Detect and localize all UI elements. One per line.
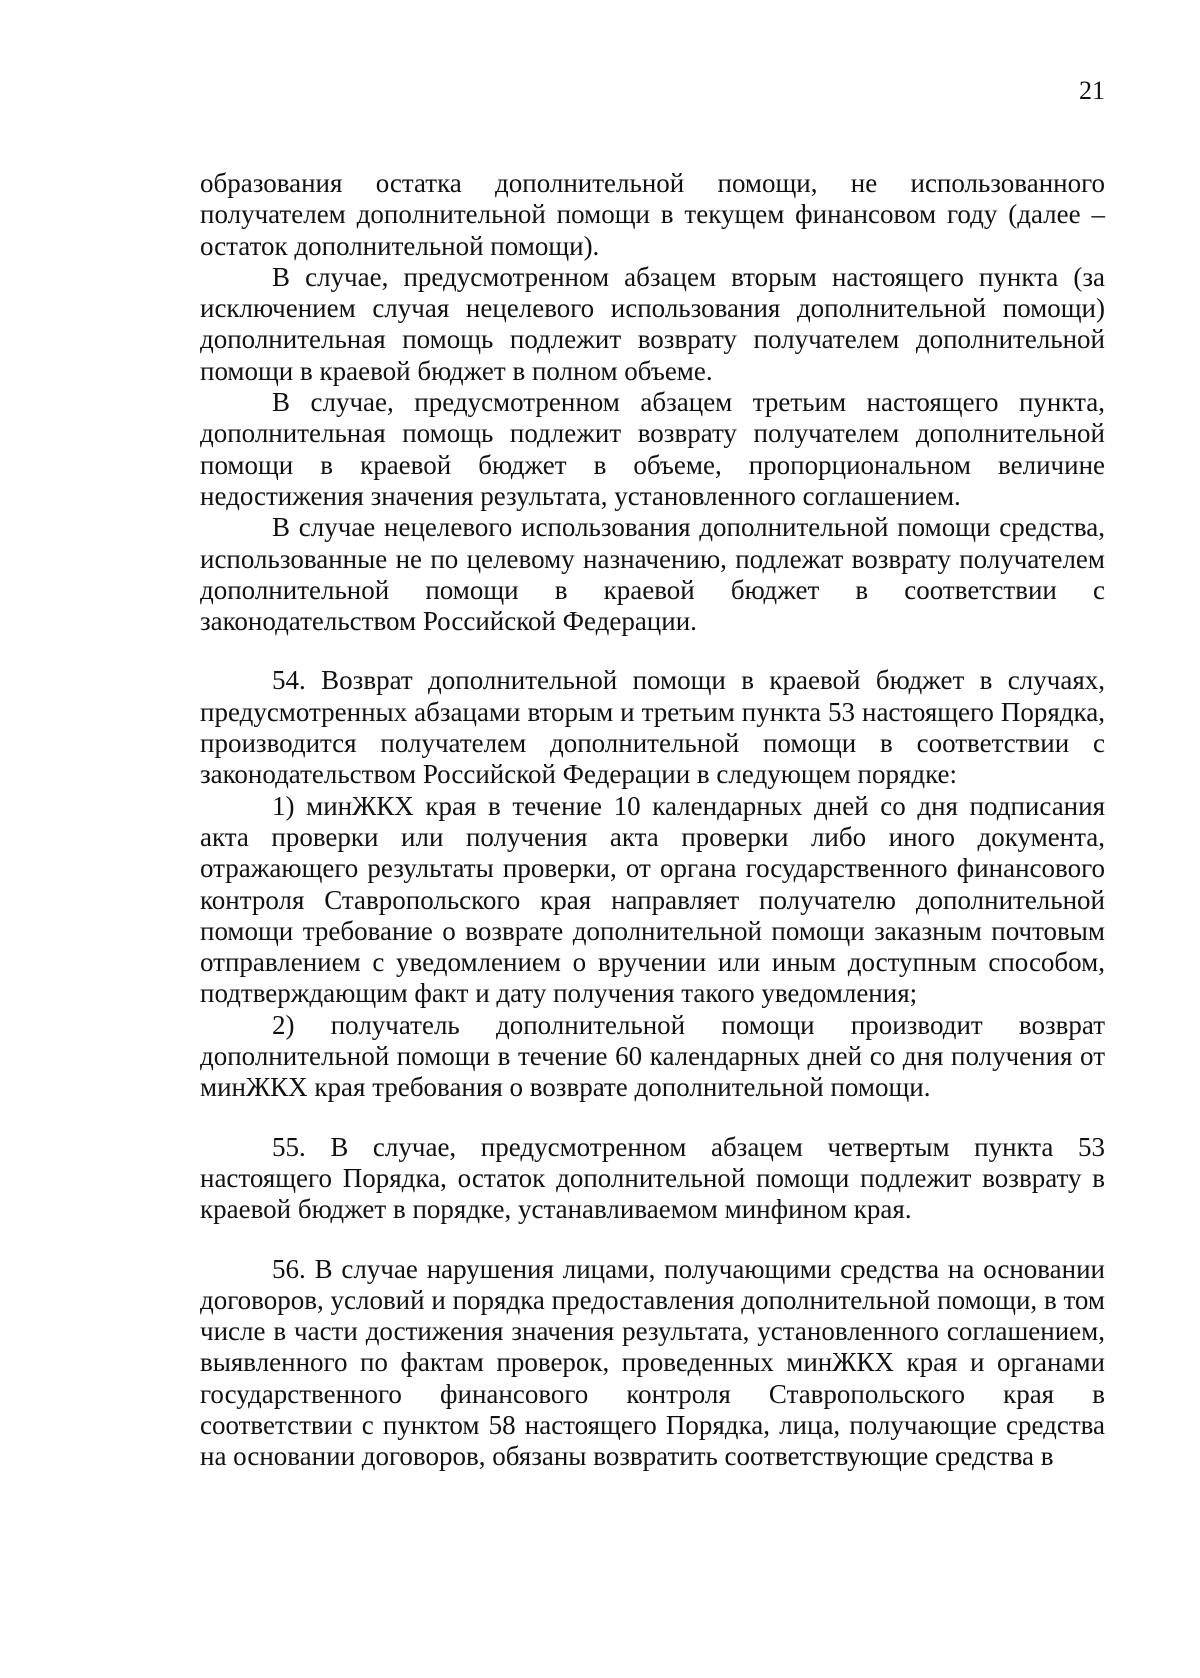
paragraph-clause-56: 56. В случае нарушения лицами, получающими средства на основании договоров, условий и порядка предоставления дополнительной помощи, в том числе в части достижения значения результата, установленного соглашением, выявленного по фактам проверок, проведенных минЖКХ края и органами государственного финансового контроля Ставропольского края в соответствии с пунктом 58 настоящего Порядка, лица, получающие средства на основании договоров, обязаны возвратить соответствующие средства в	[200, 1253, 1105, 1472]
paragraph-clause-55: 55. В случае, предусмотренном абзацем четвертым пункта 53 настоящего Порядка, остаток дополнительной помощи подлежит возврату в краевой бюджет в порядке, устанавливаемом минфином края.	[200, 1131, 1105, 1225]
section-gap	[200, 1226, 1105, 1254]
page-number: 21	[1079, 76, 1105, 105]
paragraph-clause-54-item-2: 2) получатель дополнительной помощи производит возврат дополнительной помощи в течение 60 календарных дней со дня получения от минЖКХ края требования о возврате дополнительной помощи.	[200, 1009, 1105, 1103]
paragraph-continuation: образования остатка дополнительной помощи, не использованного получателем дополнительной помощи в текущем финансовом году (далее – остаток дополнительной помощи).	[200, 168, 1105, 261]
paragraph-case-second-abzac: В случае, предусмотренном абзацем вторым настоящего пункта (за исключением случая нецелевого использования дополнительной помощи) дополнительная помощь подлежит возврату получателем дополнительной помощи в краевой бюджет в полном объеме.	[200, 261, 1105, 386]
document-body	[200, 168, 1105, 1473]
paragraph-clause-54-item-1: 1) минЖКХ края в течение 10 календарных дней со дня подписания акта проверки или получения акта проверки либо иного документа, отражающего результаты проверки, от органа государственного финансового контроля Ставропольского края направляет получателю дополнительной помощи требование о возврате дополнительной помощи заказным почтовым отправлением с уведомлением о вручении или иным доступным способом, подтверждающим факт и дату получения такого уведомления;	[200, 790, 1105, 1009]
section-gap	[200, 637, 1105, 665]
section-gap	[200, 1104, 1105, 1132]
paragraph-case-third-abzac: В случае, предусмотренном абзацем третьим настоящего пункта, дополнительная помощь подлежит возврату получателем дополнительной помощи в краевой бюджет в объеме, пропорциональном величине недостижения значения результата, установленного соглашением.	[200, 387, 1105, 511]
paragraph-clause-54: 54. Возврат дополнительной помощи в краевой бюджет в случаях, предусмотренных абзацами вторым и третьим пункта 53 настоящего Порядка, производится получателем дополнительной помощи в соответствии с законодательством Российской Федерации в следующем порядке:	[200, 665, 1105, 790]
paragraph-misuse-case: В случае нецелевого использования дополнительной помощи средства, использованные не по целевому назначению, подлежат возврату получателем дополнительной помощи в краевой бюджет в соответствии с законодательством Российской Федерации.	[200, 512, 1105, 637]
